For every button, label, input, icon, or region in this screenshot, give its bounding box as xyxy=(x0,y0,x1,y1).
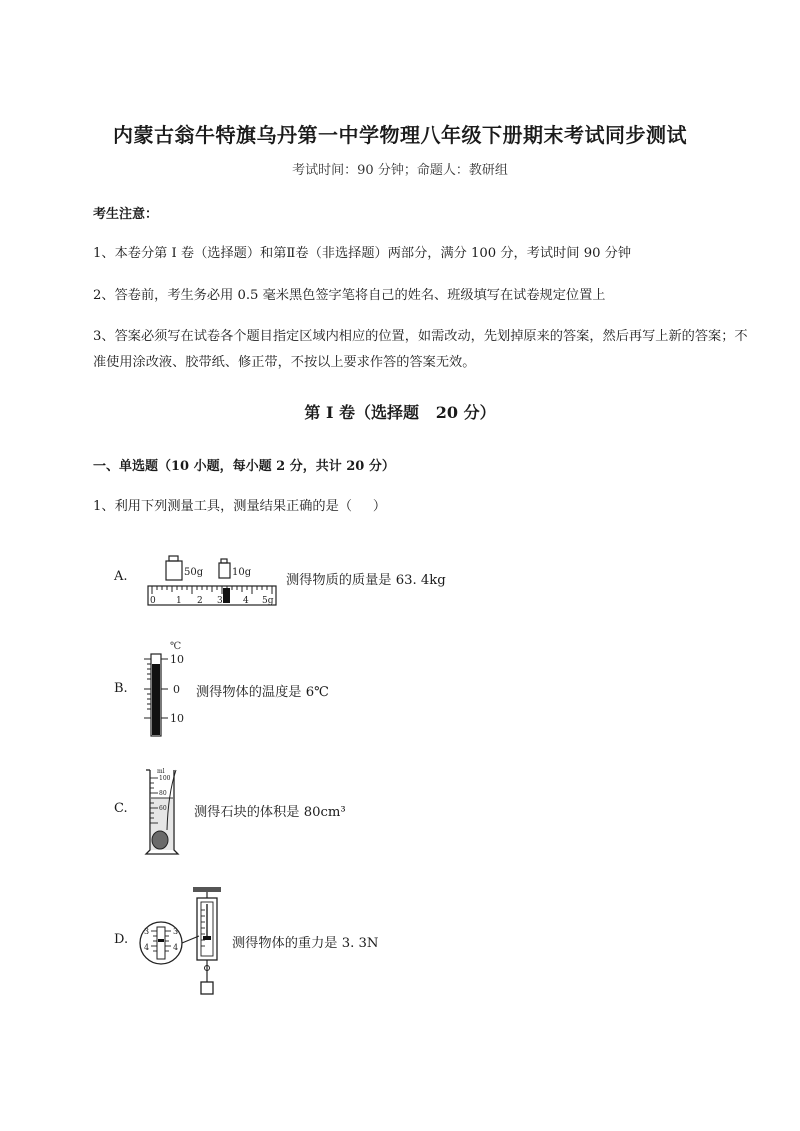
section-title: 第 I 卷（选择题 20 分） xyxy=(304,403,496,422)
scale-label-4: 4 xyxy=(243,596,249,606)
notice-item-1: 1、本卷分第 I 卷（选择题）和第Ⅱ卷（非选择题）两部分，满分 100 分，考试时间 90 分钟 xyxy=(93,246,632,261)
thermometer-figure xyxy=(140,640,190,738)
weight-label-10g: 10g xyxy=(232,567,252,578)
ceiling-mount xyxy=(193,887,221,892)
part-heading: 一、单选题（10 小题，每小题 2 分，共计 20 分） xyxy=(93,459,395,474)
scale-label-2: 2 xyxy=(197,596,203,606)
hanging-weight xyxy=(201,982,213,994)
cylinder-label-60: 60 xyxy=(159,805,167,812)
zoom-label-3-right: 3 xyxy=(173,927,179,936)
notice-item-2: 2、答卷前，考生务必用 0.5 毫米黑色签字笔将自己的姓名、班级填写在试卷规定位置上 xyxy=(93,288,606,303)
option-c-letter: C. xyxy=(114,801,128,816)
option-d-text: 测得物体的重力是 3. 3N xyxy=(232,936,379,951)
option-d-letter: D. xyxy=(114,932,129,947)
zoom-label-3-left: 3 xyxy=(144,927,150,936)
cylinder-label-80: 80 xyxy=(159,790,167,797)
exam-subtitle: 考试时间：90 分钟；命题人：教研组 xyxy=(292,163,508,178)
thermometer-label-bottom: 10 xyxy=(170,712,184,725)
thermometer-label-top: 10 xyxy=(170,653,184,666)
thermometer-label-zero: 0 xyxy=(173,683,180,696)
notice-item-3: 3、答案必须写在试卷各个题目指定区域内相应的位置，如需改动，先划掉原来的答案，然后再写上新的答案；不准使用涂改液、胶带纸、修正带，不按以上要求作答的答案无效。 xyxy=(93,329,748,370)
scale-label-5g: 5g xyxy=(262,596,274,606)
zoom-label-4-left: 4 xyxy=(144,943,150,952)
scale-label-1: 1 xyxy=(176,596,182,606)
thermometer-liquid xyxy=(152,664,160,735)
cylinder-unit: ml xyxy=(157,768,165,775)
question-stem: 1、利用下列测量工具，测量结果正确的是（ ） xyxy=(93,499,387,514)
notice-heading: 考生注意： xyxy=(93,207,159,222)
graduated-cylinder-figure xyxy=(140,764,188,858)
option-a-letter: A. xyxy=(114,569,128,584)
zoom-label-4-right: 4 xyxy=(173,943,179,952)
scale-label-0: 0 xyxy=(150,596,156,606)
spring-scale-figure xyxy=(137,884,227,998)
exam-title: 内蒙古翁牛特旗乌丹第一中学物理八年级下册期末考试同步测试 xyxy=(113,123,687,147)
balance-figure xyxy=(146,548,278,610)
option-b-text: 测得物体的温度是 6℃ xyxy=(196,685,329,700)
option-b-letter: B. xyxy=(114,681,128,696)
weight-label-50g: 50g xyxy=(184,567,204,578)
stone xyxy=(152,831,168,849)
option-a-text: 测得物质的质量是 63. 4kg xyxy=(286,573,446,588)
balance-rider xyxy=(223,588,230,603)
thermometer-unit: ℃ xyxy=(170,641,182,652)
scale-label-3: 3 xyxy=(217,596,223,606)
cylinder-label-100: 100 xyxy=(159,775,171,782)
option-c-text: 测得石块的体积是 80cm³ xyxy=(194,805,346,820)
